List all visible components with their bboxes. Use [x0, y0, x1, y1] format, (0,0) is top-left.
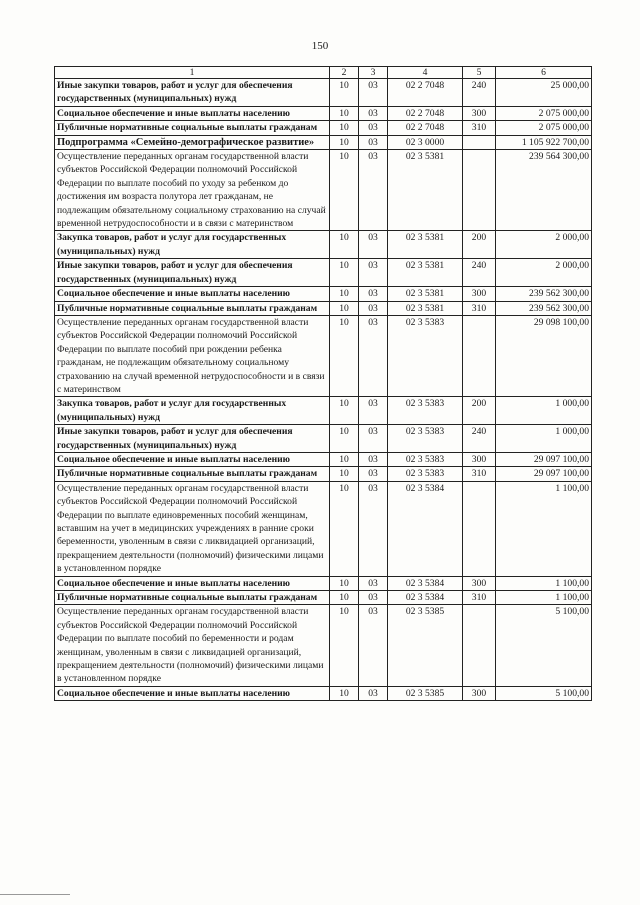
- row-amount-cell: 5 100,00: [496, 605, 592, 686]
- row-amount-cell: 2 000,00: [496, 259, 592, 287]
- row-subsection-cell: 03: [359, 481, 388, 576]
- row-subsection-cell: 03: [359, 576, 388, 590]
- table-row: [55, 452, 592, 466]
- row-amount-cell: 1 100,00: [496, 591, 592, 605]
- row-target-article-cell: 02 3 5384: [388, 481, 463, 576]
- row-amount-cell: 5 100,00: [496, 686, 592, 700]
- row-name-cell: Публичные нормативные социальные выплаты гражданам: [55, 301, 330, 315]
- row-subsection-cell: 03: [359, 452, 388, 466]
- row-amount-cell: 239 562 300,00: [496, 287, 592, 301]
- table-row: [55, 481, 592, 576]
- row-amount-cell: 2 075 000,00: [496, 106, 592, 120]
- row-target-article-cell: 02 3 5383: [388, 467, 463, 481]
- table-header-row: [55, 67, 592, 79]
- row-amount-cell: 1 105 922 700,00: [496, 135, 592, 149]
- row-expense-type-cell: [463, 481, 496, 576]
- row-amount-cell: 29 097 100,00: [496, 467, 592, 481]
- row-section-cell: 10: [330, 467, 359, 481]
- column-header: 5: [463, 67, 496, 79]
- row-subsection-cell: 03: [359, 301, 388, 315]
- row-amount-cell: 2 075 000,00: [496, 121, 592, 135]
- row-expense-type-cell: 300: [463, 106, 496, 120]
- row-section-cell: 10: [330, 231, 359, 259]
- row-expense-type-cell: [463, 315, 496, 396]
- row-name-cell: Закупка товаров, работ и услуг для государственных (муниципальных) нужд: [55, 397, 330, 425]
- row-section-cell: 10: [330, 301, 359, 315]
- row-expense-type-cell: 200: [463, 397, 496, 425]
- row-section-cell: 10: [330, 425, 359, 453]
- row-subsection-cell: 03: [359, 591, 388, 605]
- row-section-cell: 10: [330, 576, 359, 590]
- row-target-article-cell: 02 3 5383: [388, 315, 463, 396]
- scan-artifact: [0, 894, 70, 895]
- row-amount-cell: 2 000,00: [496, 231, 592, 259]
- row-expense-type-cell: 200: [463, 231, 496, 259]
- row-subsection-cell: 03: [359, 231, 388, 259]
- row-name-cell: Социальное обеспечение и иные выплаты населению: [55, 686, 330, 700]
- row-target-article-cell: 02 2 7048: [388, 121, 463, 135]
- row-section-cell: 10: [330, 315, 359, 396]
- row-amount-cell: 25 000,00: [496, 79, 592, 107]
- row-amount-cell: 239 562 300,00: [496, 301, 592, 315]
- table-row: [55, 79, 592, 107]
- column-header: 3: [359, 67, 388, 79]
- row-name-cell: Социальное обеспечение и иные выплаты населению: [55, 287, 330, 301]
- row-target-article-cell: 02 3 0000: [388, 135, 463, 149]
- row-name-cell: Осуществление переданных органам государственной власти субъектов Российской Федерации полномочий Российской Федерации по выплате пособий по уходу за ребенком до достижения им возраста полутора лет гражданам, не подлежащим обязательному социальному страхованию на случай временной нетрудоспособности и в связи с материнством: [55, 150, 330, 231]
- row-subsection-cell: 03: [359, 397, 388, 425]
- page-number: 150: [311, 40, 329, 52]
- table-row: [55, 231, 592, 259]
- row-name-cell: Осуществление переданных органам государственной власти субъектов Российской Федерации полномочий Российской Федерации по выплате единовременных пособий женщинам, вставшим на учет в медицинских учреждениях в ранние сроки беременности, уволенным в связи с ликвидацией организаций, прекращением деятельности (полномочий) физическими лицами в установленном порядке: [55, 481, 330, 576]
- row-target-article-cell: 02 3 5381: [388, 150, 463, 231]
- row-section-cell: 10: [330, 150, 359, 231]
- row-amount-cell: 29 097 100,00: [496, 452, 592, 466]
- row-target-article-cell: 02 3 5384: [388, 591, 463, 605]
- row-expense-type-cell: 310: [463, 121, 496, 135]
- row-target-article-cell: 02 3 5381: [388, 259, 463, 287]
- row-name-cell: Публичные нормативные социальные выплаты гражданам: [55, 467, 330, 481]
- row-name-cell: Иные закупки товаров, работ и услуг для обеспечения государственных (муниципальных) нужд: [55, 79, 330, 107]
- row-amount-cell: 29 098 100,00: [496, 315, 592, 396]
- row-expense-type-cell: 300: [463, 287, 496, 301]
- table-row: [55, 315, 592, 396]
- table-row: [55, 106, 592, 120]
- row-section-cell: 10: [330, 287, 359, 301]
- budget-table: [54, 66, 592, 701]
- row-target-article-cell: 02 3 5385: [388, 686, 463, 700]
- column-header: 2: [330, 67, 359, 79]
- row-subsection-cell: 03: [359, 259, 388, 287]
- row-name-cell: Иные закупки товаров, работ и услуг для обеспечения государственных (муниципальных) нужд: [55, 259, 330, 287]
- row-name-cell: Иные закупки товаров, работ и услуг для обеспечения государственных (муниципальных) нужд: [55, 425, 330, 453]
- table-row: [55, 259, 592, 287]
- row-section-cell: 10: [330, 121, 359, 135]
- table-row: [55, 135, 592, 149]
- row-target-article-cell: 02 3 5381: [388, 301, 463, 315]
- row-subsection-cell: 03: [359, 150, 388, 231]
- row-target-article-cell: 02 3 5383: [388, 425, 463, 453]
- row-section-cell: 10: [330, 259, 359, 287]
- row-expense-type-cell: 240: [463, 79, 496, 107]
- row-name-cell: Социальное обеспечение и иные выплаты населению: [55, 576, 330, 590]
- column-header: 1: [55, 67, 330, 79]
- row-amount-cell: 1 100,00: [496, 481, 592, 576]
- row-expense-type-cell: [463, 605, 496, 686]
- row-expense-type-cell: 300: [463, 576, 496, 590]
- row-subsection-cell: 03: [359, 106, 388, 120]
- row-section-cell: 10: [330, 452, 359, 466]
- row-expense-type-cell: 240: [463, 259, 496, 287]
- row-target-article-cell: 02 3 5383: [388, 452, 463, 466]
- table-row: [55, 686, 592, 700]
- column-header: 6: [496, 67, 592, 79]
- row-subsection-cell: 03: [359, 686, 388, 700]
- row-subsection-cell: 03: [359, 135, 388, 149]
- row-expense-type-cell: [463, 150, 496, 231]
- row-section-cell: 10: [330, 686, 359, 700]
- row-section-cell: 10: [330, 135, 359, 149]
- row-amount-cell: 1 100,00: [496, 576, 592, 590]
- row-subsection-cell: 03: [359, 605, 388, 686]
- row-target-article-cell: 02 2 7048: [388, 106, 463, 120]
- row-expense-type-cell: 300: [463, 452, 496, 466]
- table-row: [55, 397, 592, 425]
- row-expense-type-cell: 310: [463, 591, 496, 605]
- table-row: [55, 301, 592, 315]
- row-section-cell: 10: [330, 79, 359, 107]
- table-row: [55, 591, 592, 605]
- row-target-article-cell: 02 3 5384: [388, 576, 463, 590]
- row-name-cell: Публичные нормативные социальные выплаты гражданам: [55, 121, 330, 135]
- row-name-cell: Социальное обеспечение и иные выплаты населению: [55, 106, 330, 120]
- row-section-cell: 10: [330, 591, 359, 605]
- row-expense-type-cell: 300: [463, 686, 496, 700]
- row-section-cell: 10: [330, 481, 359, 576]
- row-amount-cell: 1 000,00: [496, 425, 592, 453]
- row-section-cell: 10: [330, 397, 359, 425]
- row-target-article-cell: 02 2 7048: [388, 79, 463, 107]
- row-target-article-cell: 02 3 5385: [388, 605, 463, 686]
- table-row: [55, 576, 592, 590]
- row-expense-type-cell: [463, 135, 496, 149]
- row-amount-cell: 1 000,00: [496, 397, 592, 425]
- table-row: [55, 605, 592, 686]
- table-row: [55, 150, 592, 231]
- row-subsection-cell: 03: [359, 287, 388, 301]
- row-expense-type-cell: 310: [463, 467, 496, 481]
- row-target-article-cell: 02 3 5381: [388, 287, 463, 301]
- row-name-cell: Осуществление переданных органам государственной власти субъектов Российской Федерации полномочий Российской Федерации по выплате пособий по беременности и родам женщинам, уволенным в связи с ликвидацией организаций, прекращением деятельности (полномочий) физическими лицами в установленном порядке: [55, 605, 330, 686]
- row-section-cell: 10: [330, 605, 359, 686]
- column-header: 4: [388, 67, 463, 79]
- row-expense-type-cell: 240: [463, 425, 496, 453]
- row-subsection-cell: 03: [359, 121, 388, 135]
- row-name-cell: Публичные нормативные социальные выплаты гражданам: [55, 591, 330, 605]
- row-subsection-cell: 03: [359, 467, 388, 481]
- table-row: [55, 425, 592, 453]
- row-section-cell: 10: [330, 106, 359, 120]
- row-subsection-cell: 03: [359, 425, 388, 453]
- row-target-article-cell: 02 3 5381: [388, 231, 463, 259]
- row-name-cell: Подпрограмма «Семейно-демографическое развитие»: [55, 135, 330, 149]
- row-name-cell: Закупка товаров, работ и услуг для государственных (муниципальных) нужд: [55, 231, 330, 259]
- row-target-article-cell: 02 3 5383: [388, 397, 463, 425]
- table-row: [55, 287, 592, 301]
- row-amount-cell: 239 564 300,00: [496, 150, 592, 231]
- table-row: [55, 121, 592, 135]
- row-name-cell: Социальное обеспечение и иные выплаты населению: [55, 452, 330, 466]
- row-subsection-cell: 03: [359, 79, 388, 107]
- row-expense-type-cell: 310: [463, 301, 496, 315]
- row-subsection-cell: 03: [359, 315, 388, 396]
- table-row: [55, 467, 592, 481]
- row-name-cell: Осуществление переданных органам государственной власти субъектов Российской Федерации полномочий Российской Федерации по выплате пособий при рождении ребенка гражданам, не подлежащим обязательному социальному страхованию на случай временной нетрудоспособности и в связи с материнством: [55, 315, 330, 396]
